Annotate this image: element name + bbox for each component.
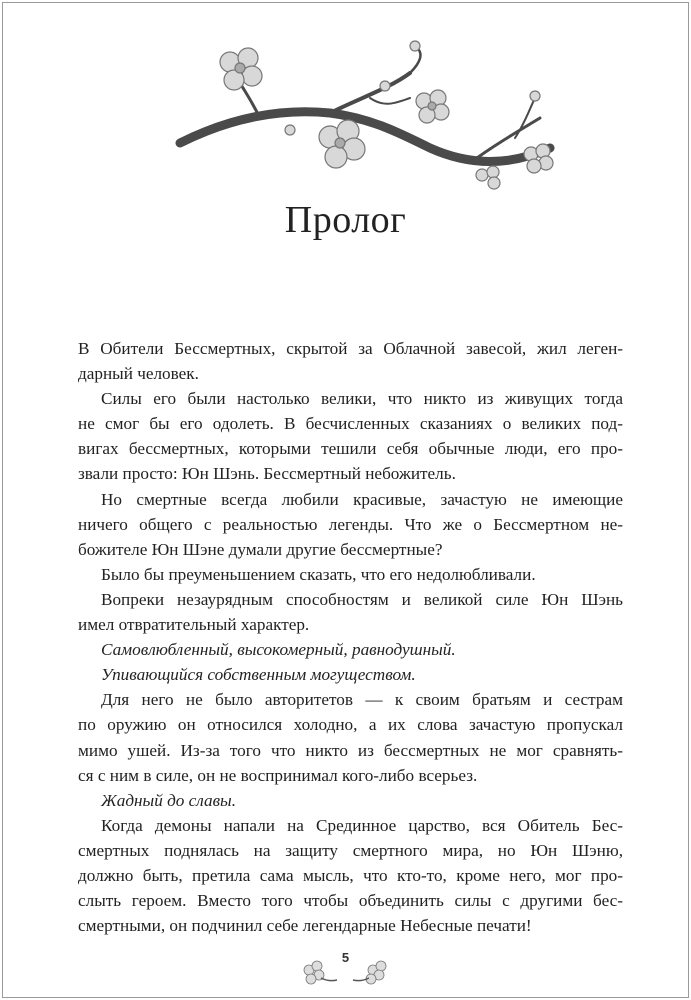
page-number: 5 [341, 950, 350, 965]
floral-ornament-icon [295, 958, 395, 988]
text-line: должно быть, претила сама мысль, что кто-то, кроме него, мог про- [78, 865, 623, 885]
text-line: Было бы преуменьшением сказать, что его недолюбливали. [101, 564, 536, 584]
text-line: звали просто: Юн Шэнь. Бессмертный небожитель. [78, 464, 456, 484]
text-line: по оружию он относился холодно, а их слова зачастую пропускал [78, 715, 623, 735]
text-line: вигах бессмертных, которыми тешили себя обычные люди, его про- [78, 439, 623, 459]
text-line: Силы его были настолько велики, что никто из живущих тогда [101, 389, 623, 409]
text-line: ничего общего с реальностью легенды. Что же о Бессмертном не- [78, 514, 623, 534]
text-line: Жадный до славы. [101, 790, 236, 810]
text-line: Когда демоны напали на Срединное царство, вся Обитель Бес- [101, 815, 623, 835]
text-line: смертных поднялась на защиту смертного мира, но Юн Шэню, [78, 840, 623, 860]
cherry-blossom-branch-illustration [170, 38, 570, 198]
text-line: не смог бы его одолеть. В бесчисленных сказаниях о великих под- [78, 414, 623, 434]
text-line: смертными, он подчинил себе легендарные Небесные печати! [78, 916, 532, 936]
text-line: божителе Юн Шэне думали другие бессмертные? [78, 539, 443, 559]
text-line: Упивающийся собственным могуществом. [101, 665, 416, 685]
text-line: В Обители Бессмертных, скрытой за Облачной завесой, жил леген- [78, 339, 623, 358]
text-line: имел отвратительный характер. [78, 615, 310, 635]
text-line: Но смертные всегда любили красивые, зачастую не имеющие [101, 489, 623, 509]
text-line: ся с ним в силе, он не воспринимал кого-либо всерьез. [78, 765, 478, 785]
text-line: слыть героем. Вместо того чтобы объединить силы с другими бес- [78, 891, 623, 911]
text-line: Самовлюбленный, высокомерный, равнодушный. [101, 640, 456, 660]
chapter-title: Пролог [284, 199, 407, 241]
text-line: Вопреки незаурядным способностям и великой силе Юн Шэнь [101, 589, 623, 609]
text-line: Для него не было авторитетов — к своим братьям и сестрам [101, 690, 623, 710]
body-text [78, 336, 623, 938]
text-line: дарный человек. [78, 364, 199, 384]
text-line: мимо ушей. Из-за того что никто из бессмертных не мог сравнять- [78, 740, 623, 760]
